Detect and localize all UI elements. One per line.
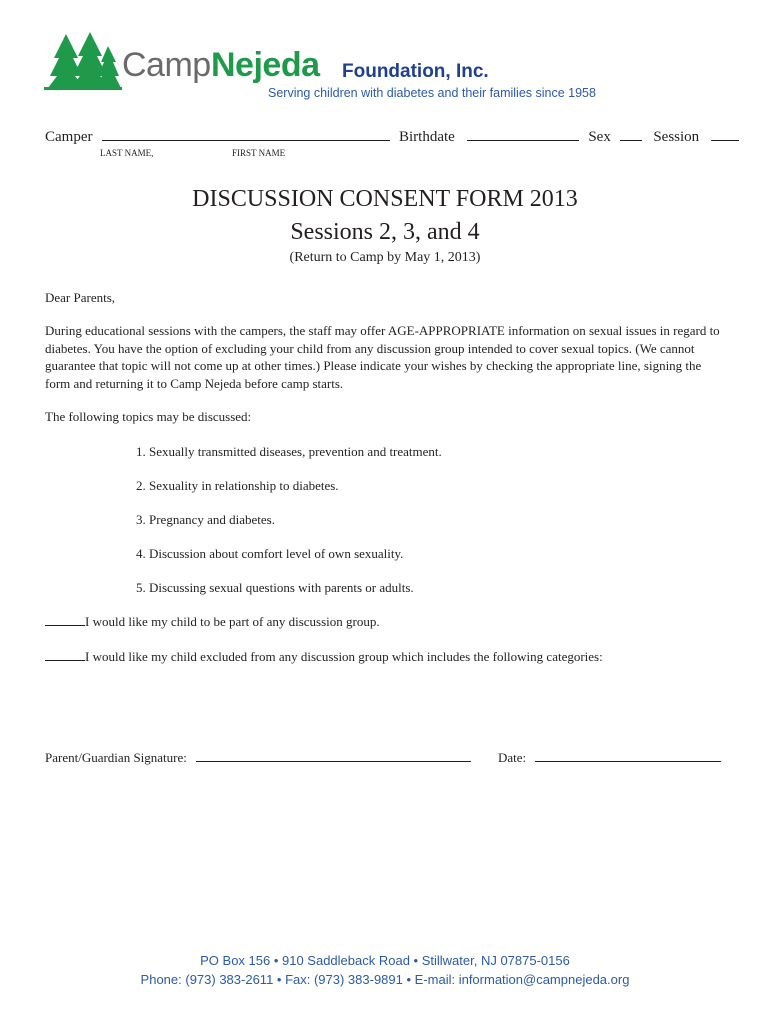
pine-trees-icon [44,30,122,92]
choice-exclude-label: I would like my child excluded from any discussion group which includes the following categories: [85,649,603,664]
sex-label: Sex [588,129,611,145]
intro-paragraph: During educational sessions with the campers, the staff may offer AGE-APPROPRIATE information on sexual issues in regard to diabetes. You have the option of excluding your child from any discussion group intended to cover sexual topics. (We cannot guarantee that topic will not come up at other times.) Please indicate your wishes by checking the appropriate line, signing the form and returning it to Camp Nejeda before camp starts. [45,323,720,391]
include-check-line[interactable] [45,625,85,626]
greeting: Dear Parents, [45,290,116,305]
topic-item: 1. Sexually transmitted diseases, prevention and treatment. [136,444,442,459]
date-label: Date: [498,750,527,765]
topic-item: 5. Discussing sexual questions with parents or adults. [136,580,414,595]
sex-field[interactable] [620,128,642,141]
signature-row [45,751,471,764]
camper-name-field[interactable] [102,128,390,141]
logo-camp-text: Camp [122,46,211,84]
topic-item: 4. Discussion about comfort level of own sexuality. [136,546,404,561]
session-field[interactable] [711,128,739,141]
camper-label: Camper [45,129,93,145]
choice-include-label: I would like my child to be part of any discussion group. [85,614,380,629]
return-note: (Return to Camp by May 1, 2013) [289,250,481,265]
logo-name-text: Nejeda [211,46,320,84]
session-label: Session [653,129,700,145]
signature-field[interactable] [196,751,471,762]
tagline: Serving children with diabetes and their families since 1958 [268,86,596,100]
footer-address: PO Box 156 • 910 Saddleback Road • Stillwater, NJ 07875-0156 [200,953,570,968]
exclude-check-line[interactable] [45,660,85,661]
topic-item: 3. Pregnancy and diabetes. [136,512,275,527]
last-name-caption: LAST NAME, [100,148,154,158]
form-subtitle: Sessions 2, 3, and 4 [290,219,480,245]
foundation-name: Foundation, Inc. [342,61,489,82]
date-field[interactable] [535,751,721,762]
footer-contact: Phone: (973) 383-2611 • Fax: (973) 383-9891 • E-mail: information@campnejeda.org [140,972,630,987]
topics-intro: The following topics may be discussed: [45,409,252,424]
camper-info-row [45,128,739,145]
signature-label: Parent/Guardian Signature: [45,750,187,765]
choice-exclude-row [45,650,603,663]
choice-include-row [45,615,380,628]
birthdate-label: Birthdate [398,129,455,145]
date-row [498,751,721,764]
first-name-caption: FIRST NAME [232,148,286,158]
birthdate-field[interactable] [467,128,579,141]
topic-item: 2. Sexuality in relationship to diabetes. [136,478,339,493]
form-title: DISCUSSION CONSENT FORM 2013 [192,186,578,212]
